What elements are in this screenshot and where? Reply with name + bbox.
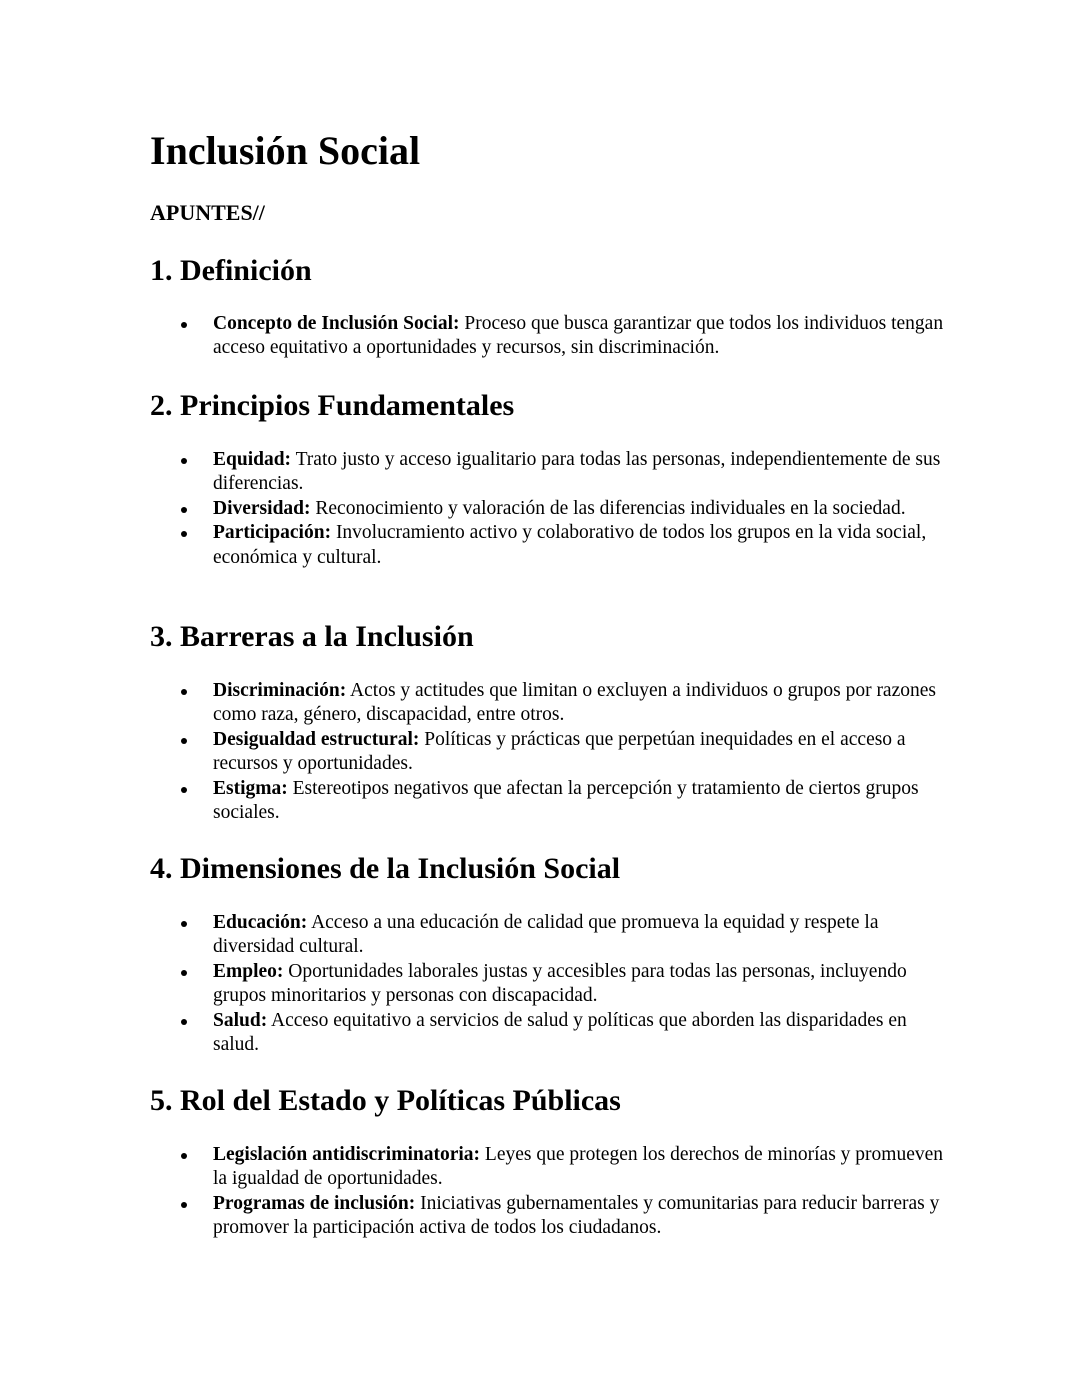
item-term: Equidad: — [213, 449, 292, 470]
notes-label: APUNTES// — [150, 200, 265, 225]
bullet-icon — [181, 787, 187, 793]
item-term: Diversidad: — [213, 497, 311, 519]
section-definicion — [150, 253, 950, 361]
section-heading: 2. Principios Fundamentales — [150, 389, 515, 422]
item-text: Reconocimiento y valoración de las diferencias individuales en la sociedad. — [310, 497, 906, 519]
bullet-icon — [181, 689, 187, 695]
list-item — [150, 777, 950, 826]
bullet-list — [150, 312, 950, 361]
item-term: Educación: — [213, 912, 308, 933]
section-rol-estado — [150, 1083, 950, 1241]
section-heading: 1. Definición — [150, 254, 312, 287]
bullet-icon — [181, 322, 187, 328]
page-title: Inclusión Social — [150, 128, 421, 173]
item-text: Políticas y prácticas que perpetúan inequidades en el acceso a recursos y oportunidades. — [213, 728, 906, 775]
item-term: Empleo: — [213, 960, 284, 982]
item-text: Estereotipos negativos que afectan la percepción y tratamiento de ciertos grupos sociales. — [213, 777, 919, 824]
item-text: Oportunidades laborales justas y accesibles para todas las personas, incluyendo grupos minoritarios y personas con discapacidad. — [213, 960, 907, 1007]
item-text: Involucramiento activo y colaborativo de todos los grupos en la vida social, económica y cultural. — [213, 522, 927, 568]
list-item — [150, 497, 950, 521]
item-text: Actos y actitudes que limitan o excluyen a individuos o grupos por razones como raza, género, discapacidad, entre otros. — [213, 680, 936, 726]
item-term: Desigualdad estructural: — [213, 728, 420, 750]
bullet-list — [150, 448, 950, 570]
bullet-icon — [181, 531, 187, 537]
list-item — [150, 960, 950, 1009]
section-dimensiones — [150, 851, 950, 1057]
section-heading: 5. Rol del Estado y Políticas Públicas — [150, 1084, 621, 1117]
bullet-icon — [181, 458, 187, 464]
item-term: Programas de inclusión: — [213, 1192, 416, 1214]
section-heading: 3. Barreras a la Inclusión — [150, 620, 474, 653]
bullet-list — [150, 679, 950, 825]
item-term: Salud: — [213, 1009, 268, 1031]
list-item — [150, 312, 950, 361]
bullet-icon — [181, 507, 187, 513]
item-text: Acceso a una educación de calidad que promueva la equidad y respete la diversidad cultural. — [213, 912, 879, 958]
bullet-icon — [181, 921, 187, 927]
list-item — [150, 448, 950, 497]
item-text: Trato justo y acceso igualitario para todas las personas, independientemente de sus diferencias. — [213, 449, 941, 495]
list-item — [150, 521, 950, 570]
list-item — [150, 679, 950, 728]
bullet-list — [150, 911, 950, 1057]
item-text: Iniciativas gubernamentales y comunitarias para reducir barreras y promover la participación activa de todos los ciudadanos. — [213, 1192, 940, 1239]
item-text: Acceso equitativo a servicios de salud y políticas que aborden las disparidades en salud. — [213, 1009, 907, 1056]
bullet-list — [150, 1143, 950, 1241]
section-heading: 4. Dimensiones de la Inclusión Social — [150, 852, 621, 885]
list-item — [150, 1009, 950, 1058]
bullet-icon — [181, 1153, 187, 1159]
bullet-icon — [181, 1202, 187, 1208]
list-item — [150, 1192, 950, 1241]
item-term: Discriminación: — [213, 680, 347, 701]
section-barreras — [150, 619, 950, 825]
list-item — [150, 728, 950, 777]
bullet-icon — [181, 1019, 187, 1025]
section-principios — [150, 388, 950, 570]
item-term: Participación: — [213, 522, 332, 544]
bullet-icon — [181, 738, 187, 744]
list-item — [150, 911, 950, 960]
item-term: Estigma: — [213, 777, 288, 799]
item-term: Concepto de Inclusión Social: — [213, 313, 460, 334]
list-item — [150, 1143, 950, 1192]
item-text: Leyes que protegen los derechos de minorías y promueven la igualdad de oportunidades. — [213, 1144, 944, 1190]
bullet-icon — [181, 970, 187, 976]
item-term: Legislación antidiscriminatoria: — [213, 1144, 481, 1165]
item-text: Proceso que busca garantizar que todos los individuos tengan acceso equitativo a oportunidades y recursos, sin discriminación. — [213, 313, 944, 359]
